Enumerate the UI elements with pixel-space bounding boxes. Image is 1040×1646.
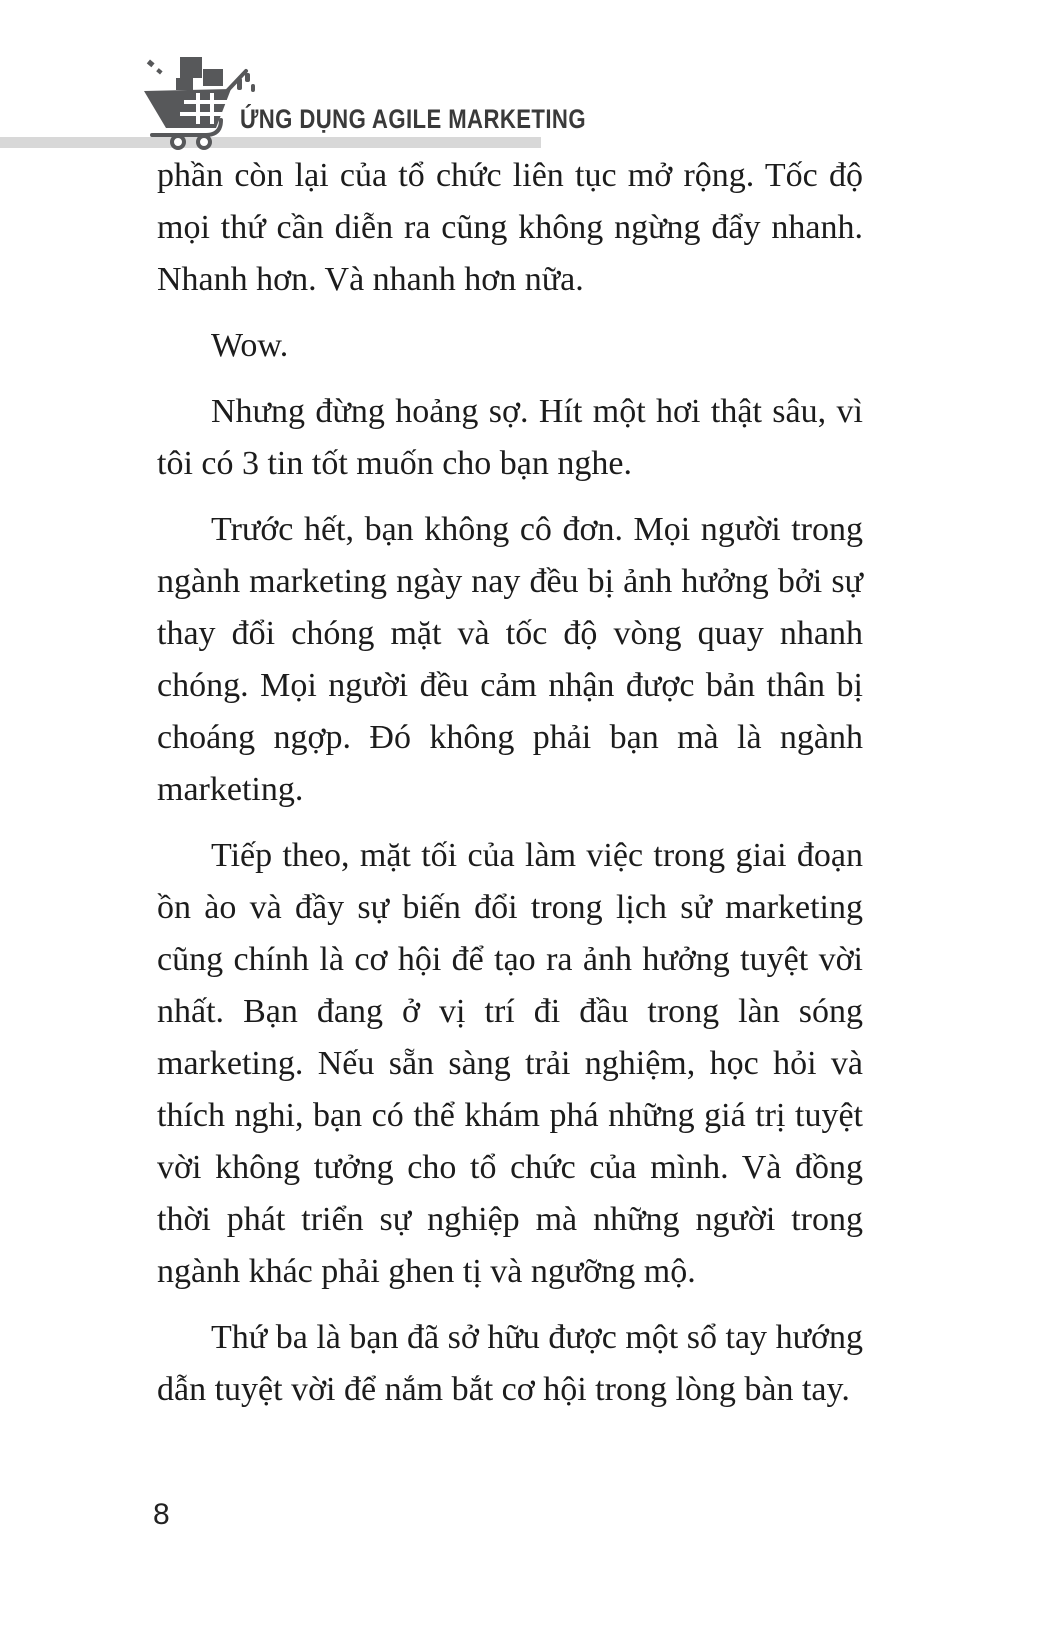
shopping-cart-icon bbox=[138, 56, 266, 150]
body-text bbox=[157, 150, 863, 1416]
paragraph: Nhưng đừng hoảng sợ. Hít một hơi thật sâu, vì tôi có 3 tin tốt muốn cho bạn nghe. bbox=[157, 393, 863, 482]
paragraph: Tiếp theo, mặt tối của làm việc trong giai đoạn ồn ào và đầy sự biến đổi trong lịch sử marketing cũng chính là cơ hội để tạo ra ảnh hưởng tuyệt vời nhất. Bạn đang ở vị trí đi đầu trong làn sóng marketing. Nếu sẵn sàng trải nghiệm, học hỏi và thích nghi, bạn có thể khám phá những giá trị tuyệt vời không tưởng cho tổ chức của mình. Và đồng thời phát triển sự nghiệp mà những người trong ngành khác phải ghen tị và ngưỡng mộ. bbox=[157, 837, 863, 1290]
header-divider-bar bbox=[0, 137, 541, 148]
paragraph: Thứ ba là bạn đã sở hữu được một sổ tay hướng dẫn tuyệt vời để nắm bắt cơ hội trong lòng bàn tay. bbox=[157, 1319, 863, 1408]
paragraph: Trước hết, bạn không cô đơn. Mọi người trong ngành marketing ngày nay đều bị ảnh hưởng bởi sự thay đổi chóng mặt và tốc độ vòng quay nhanh chóng. Mọi người đều cảm nhận được bản thân bị choáng ngợp. Đó không phải bạn mà là ngành marketing. bbox=[157, 511, 863, 808]
paragraph: Wow. bbox=[211, 327, 289, 364]
header-title: ỨNG DỤNG AGILE MARKETING bbox=[240, 104, 586, 134]
paragraph: phần còn lại của tổ chức liên tục mở rộng. Tốc độ mọi thứ cần diễn ra cũng không ngừng đẩy nhanh. Nhanh hơn. Và nhanh hơn nữa. bbox=[157, 157, 863, 298]
page-number: 8 bbox=[153, 1498, 170, 1531]
